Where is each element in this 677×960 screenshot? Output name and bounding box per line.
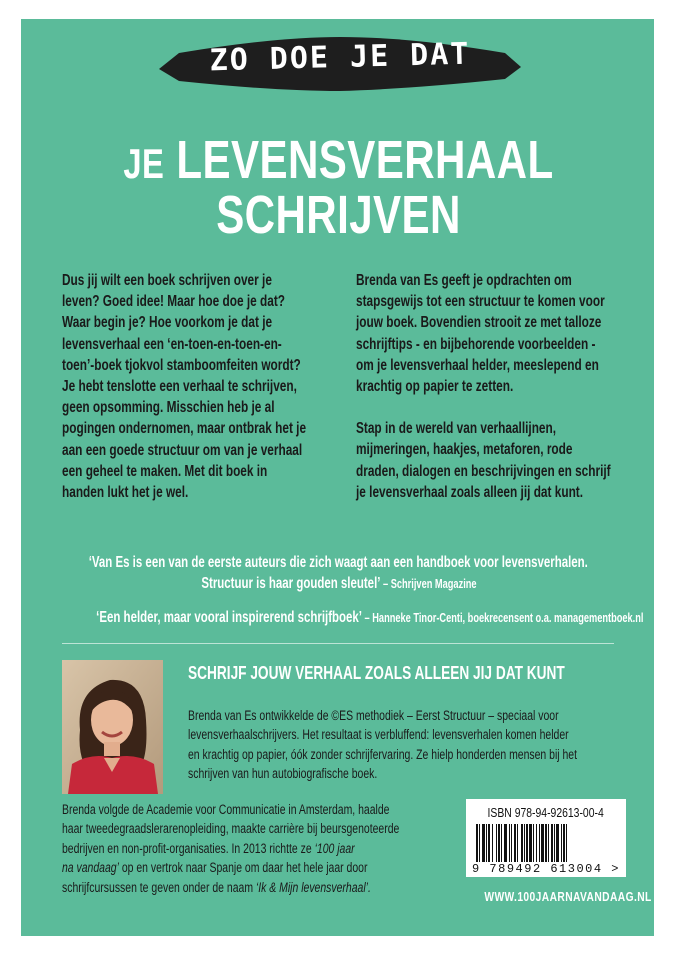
italic-title: ‘100 jaar [314,840,355,856]
barcode-bar [488,824,490,862]
barcode-bar [561,824,562,862]
barcode-bar [551,824,553,862]
quote-text: ‘Van Es is een van de eerste auteurs die zich waagt aan een handboek voor levensverhalen. [88,554,589,571]
text-line: Brenda van Es geeft je opdrachten om [356,272,572,289]
text-line: jouw boek. Bovendien strooit ze met talloze [356,314,602,332]
text-line: Dus jij wilt een boek schrijven over je [62,272,272,289]
text-line: leven? Goed idee! Maar hoe doe je dat? [62,293,286,311]
barcode-bar [479,824,480,862]
title-prefix: JE [123,140,165,187]
barcode-bar [504,824,507,862]
text-line: je levensverhaal zoals alleen jij dat kunt. [356,483,584,501]
title-main: LEVENSVERHAAL [176,130,554,190]
text-line: Brenda volgde de Academie voor Communicatie in Amsterdam, haalde [62,802,390,817]
isbn-barcode-box [466,799,626,877]
author-photo [62,660,163,794]
quote-text-end [201,573,476,595]
text-line: krachtig op papier te zetten. [356,378,514,396]
text-segment: op en vertrok naar Spanje om daar het hele jaar door [121,860,368,876]
text-segment: schrijfcursussen te geven onder de naam [62,879,254,895]
barcode-bar [501,824,502,862]
barcode-bar [482,824,485,862]
title-line-2: SCHRIJVEN [216,185,461,245]
barcode-bar [514,824,516,862]
text-line [62,839,399,858]
barcode-bar [563,824,565,862]
text-segment: bedrijven en non-profit-organisaties. In 2013 richtte ze [62,840,312,856]
barcode-bar [566,824,567,862]
isbn-label [466,805,626,820]
barcode-bar [492,824,493,862]
italic-title: ‘Ik & Mijn levensverhaal’. [255,879,371,895]
barcode-bar [533,824,534,862]
text-line: handen lukt het je wel. [62,484,189,502]
text-line: en krachtig op papier, óók zonder schrijfervaring. Ze hielp honderden mensen bij het [188,746,578,762]
text-line: stapsgewijs tot een structuur te komen voor [356,293,605,311]
text-line: levensverhaalschrijvers. Het resultaat is verbluffend: levensverhalen komen helder [188,727,569,743]
text-line: Stap in de wereld van verhaallijnen, [356,420,557,438]
review-quote-1-end [0,573,677,595]
barcode-bar [541,824,544,862]
text-line: geen opsomming. Misschien heb je al [62,399,275,417]
barcode-bar [486,824,487,862]
barcode-bar [539,824,540,862]
barcode-bar [536,824,537,862]
barcode-bar [496,824,497,862]
barcode-bar [526,824,528,862]
text-line: schrijftips - en bijbehorende voorbeelden - [356,335,596,353]
intro-right-column [356,270,652,503]
quote-source: – Schrijven Magazine [382,577,477,591]
review-quote-2 [0,607,677,629]
quote-text: ‘Een helder, maar vooral inspirerend schrijfboek’ [96,609,362,626]
barcode-bar [521,824,523,862]
website-url [466,888,652,906]
website-text: WWW.100JAARNAVANDAAG.NL [484,890,652,904]
barcode-bar [524,824,525,862]
intro-left-column [62,270,358,503]
isbn-label-text: ISBN 978-94-92613-00-4 [487,805,605,820]
text-line: Waar begin je? Hoe voorkom je dat je [62,314,273,332]
text-line: toen’-boek tjokvol stamboomfeiten wordt? [62,356,301,374]
barcode-bar [476,824,478,862]
text-line: om je levensverhaal helder, meeslepend en [356,356,599,374]
text-line: mijmeringen, haakjes, metaforen, rode [356,441,573,459]
text-line: een geheel te maken. Met dit boek in [62,462,268,480]
barcode-bar [511,824,512,862]
barcode-bar [556,824,559,862]
section-divider [62,643,614,644]
review-quote-1 [0,552,677,573]
barcode-bar [529,824,532,862]
barcode-bar [554,824,555,862]
quote-text: Structuur is haar gouden sleutel’ [200,575,380,592]
bio-paragraph-2 [62,800,399,897]
text-line: schrijven van hun autobiografische boek. [188,766,378,782]
text-line: haar tweedegraadslerarenopleiding, maakte carrière bij beursgenoteerde [62,821,400,837]
barcode-digits: 9 789492 613004 > [472,862,620,876]
text-line: draden, dialogen en beschrijvingen en schrijf [356,462,611,480]
paragraph-gap [356,397,652,418]
text-line [62,858,399,877]
italic-title: na vandaag’ [62,860,119,876]
quote-2-wrap [96,607,643,629]
barcode-bar [509,824,510,862]
bio-paragraph-1 [188,706,577,784]
barcode [472,824,620,862]
text-line: aan een goede structuur om van je verhaal [62,441,303,459]
barcode-bar [548,824,549,862]
text-line [62,878,399,897]
bio-heading: SCHRIJF JOUW VERHAAL ZOALS ALLEEN JIJ DAT KUNT [188,663,565,683]
banner-text: ZO DOE JE DAT [209,36,471,79]
barcode-bar [498,824,500,862]
text-line: pogingen ondernomen, maar ontbrak het je [62,420,307,438]
text-line: Je hebt tenslotte een verhaal te schrijven, [62,378,297,396]
barcode-bar [517,824,518,862]
barcode-bar [545,824,547,862]
text-line: levensverhaal een ‘en-toen-en-toen-en- [62,335,282,353]
text-line: Brenda van Es ontwikkelde de ©ES methodiek – Eerst Structuur – speciaal voor [188,708,559,723]
quote-source: – Hanneke Tinor-Centi, boekrecensent o.a. managementboek.nl [364,611,644,625]
